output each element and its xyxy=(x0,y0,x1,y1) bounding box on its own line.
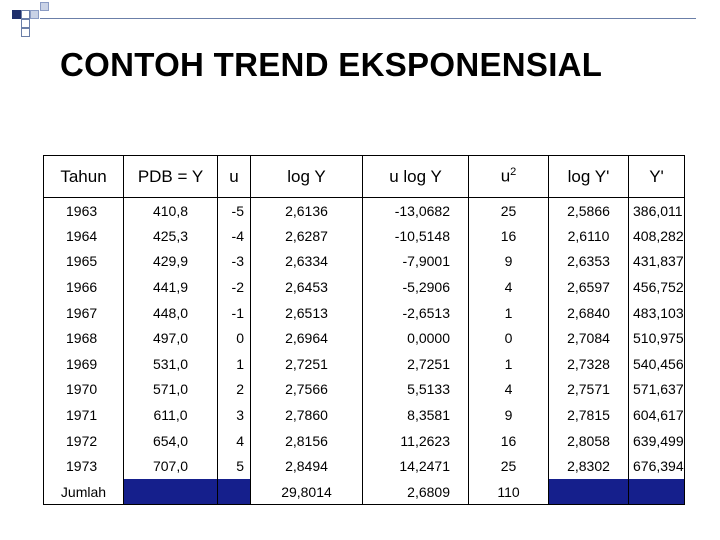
cell-u-squared: 4 xyxy=(469,274,549,300)
cell-total-u-log-y: 2,6809 xyxy=(363,479,469,505)
cell-u-squared: 25 xyxy=(469,453,549,479)
cell-u: 1 xyxy=(218,351,251,377)
header-u-log-y: u log Y xyxy=(363,156,469,198)
corner-square-light-2 xyxy=(40,2,49,11)
cell-log-y-prime: 2,7328 xyxy=(549,351,629,377)
cell-log-y: 2,8494 xyxy=(251,453,363,479)
cell-y-prime: 386,011 xyxy=(629,198,685,224)
cell-log-y: 2,6453 xyxy=(251,274,363,300)
table-row xyxy=(44,198,685,224)
cell-u-log-y: 0,0000 xyxy=(363,325,469,351)
cell-log-y-prime: 2,7815 xyxy=(549,402,629,428)
corner-square-outline-2 xyxy=(21,19,30,28)
table-row xyxy=(44,377,685,403)
cell-u-log-y: -2,6513 xyxy=(363,300,469,326)
cell-u-squared: 16 xyxy=(469,223,549,249)
cell-y-prime: 540,456 xyxy=(629,351,685,377)
cell-u-log-y: -7,9001 xyxy=(363,249,469,275)
cell-u-log-y: -5,2906 xyxy=(363,274,469,300)
cell-tahun: 1971 xyxy=(44,402,124,428)
cell-u: -5 xyxy=(218,198,251,224)
cell-tahun: 1963 xyxy=(44,198,124,224)
cell-u: -1 xyxy=(218,300,251,326)
cell-u: 5 xyxy=(218,453,251,479)
cell-u: 0 xyxy=(218,325,251,351)
cell-tahun: 1972 xyxy=(44,428,124,454)
cell-log-y-prime: 2,7084 xyxy=(549,325,629,351)
cell-total-u-filled xyxy=(218,479,251,505)
cell-pdb: 497,0 xyxy=(124,325,218,351)
cell-u-log-y: 8,3581 xyxy=(363,402,469,428)
header-u-squared-base: u xyxy=(500,166,511,186)
cell-pdb: 571,0 xyxy=(124,377,218,403)
cell-tahun: 1969 xyxy=(44,351,124,377)
cell-y-prime: 571,637 xyxy=(629,377,685,403)
header-log-y-prime: log Y' xyxy=(549,156,629,198)
header-u-squared xyxy=(469,156,549,198)
cell-log-y-prime: 2,5866 xyxy=(549,198,629,224)
cell-tahun: 1965 xyxy=(44,249,124,275)
cell-log-y: 2,6964 xyxy=(251,325,363,351)
table-row xyxy=(44,249,685,275)
cell-pdb: 429,9 xyxy=(124,249,218,275)
cell-pdb: 531,0 xyxy=(124,351,218,377)
cell-pdb: 611,0 xyxy=(124,402,218,428)
table-row xyxy=(44,453,685,479)
cell-log-y-prime: 2,8058 xyxy=(549,428,629,454)
cell-log-y-prime: 2,7571 xyxy=(549,377,629,403)
cell-u-log-y: -10,5148 xyxy=(363,223,469,249)
cell-y-prime: 676,394 xyxy=(629,453,685,479)
cell-total-pdb-filled xyxy=(124,479,218,505)
header-y-prime: Y' xyxy=(629,156,685,198)
corner-square-dark xyxy=(12,10,21,19)
cell-u: -4 xyxy=(218,223,251,249)
cell-y-prime: 456,752 xyxy=(629,274,685,300)
cell-u-log-y: 5,5133 xyxy=(363,377,469,403)
cell-u-log-y: 14,2471 xyxy=(363,453,469,479)
header-u: u xyxy=(218,156,251,198)
cell-u: 2 xyxy=(218,377,251,403)
cell-log-y: 2,7860 xyxy=(251,402,363,428)
cell-u-squared: 9 xyxy=(469,249,549,275)
table-row xyxy=(44,428,685,454)
header-pdb: PDB = Y xyxy=(124,156,218,198)
cell-u-squared: 4 xyxy=(469,377,549,403)
cell-total-y-prime-filled xyxy=(629,479,685,505)
table-row xyxy=(44,274,685,300)
cell-u-squared: 1 xyxy=(469,300,549,326)
cell-u-log-y: 11,2623 xyxy=(363,428,469,454)
cell-tahun: 1968 xyxy=(44,325,124,351)
corner-square-light xyxy=(30,10,39,19)
header-u-squared-exponent: 2 xyxy=(510,166,517,179)
cell-log-y-prime: 2,6840 xyxy=(549,300,629,326)
cell-y-prime: 408,282 xyxy=(629,223,685,249)
cell-log-y-prime: 2,6353 xyxy=(549,249,629,275)
cell-total-label: Jumlah xyxy=(44,479,124,505)
cell-y-prime: 431,837 xyxy=(629,249,685,275)
cell-pdb: 425,3 xyxy=(124,223,218,249)
cell-log-y: 2,6513 xyxy=(251,300,363,326)
cell-u: 4 xyxy=(218,428,251,454)
cell-y-prime: 483,103 xyxy=(629,300,685,326)
trend-table xyxy=(43,155,685,505)
cell-log-y-prime: 2,6597 xyxy=(549,274,629,300)
slide-title: CONTOH TREND EKSPONENSIAL xyxy=(60,46,603,83)
table-total-row xyxy=(44,479,685,505)
cell-log-y: 2,8156 xyxy=(251,428,363,454)
cell-u-log-y: -13,0682 xyxy=(363,198,469,224)
cell-u-squared: 0 xyxy=(469,325,549,351)
cell-pdb: 707,0 xyxy=(124,453,218,479)
cell-u-log-y: 2,7251 xyxy=(363,351,469,377)
cell-tahun: 1966 xyxy=(44,274,124,300)
corner-square-outline xyxy=(21,10,30,19)
cell-log-y: 2,6334 xyxy=(251,249,363,275)
cell-total-log-y: 29,8014 xyxy=(251,479,363,505)
cell-tahun: 1973 xyxy=(44,453,124,479)
cell-u: -2 xyxy=(218,274,251,300)
top-divider-line xyxy=(40,18,696,19)
table-row xyxy=(44,351,685,377)
header-log-y: log Y xyxy=(251,156,363,198)
cell-u-squared: 1 xyxy=(469,351,549,377)
cell-pdb: 441,9 xyxy=(124,274,218,300)
cell-total-u-squared: 110 xyxy=(469,479,549,505)
cell-tahun: 1967 xyxy=(44,300,124,326)
cell-log-y: 2,7566 xyxy=(251,377,363,403)
cell-u-squared: 25 xyxy=(469,198,549,224)
cell-u-squared: 16 xyxy=(469,428,549,454)
cell-log-y: 2,7251 xyxy=(251,351,363,377)
cell-u: 3 xyxy=(218,402,251,428)
cell-log-y-prime: 2,8302 xyxy=(549,453,629,479)
cell-u-squared: 9 xyxy=(469,402,549,428)
cell-tahun: 1970 xyxy=(44,377,124,403)
cell-u: -3 xyxy=(218,249,251,275)
cell-log-y: 2,6136 xyxy=(251,198,363,224)
table-row xyxy=(44,300,685,326)
cell-total-log-y-prime-filled xyxy=(549,479,629,505)
cell-y-prime: 510,975 xyxy=(629,325,685,351)
corner-square-outline-3 xyxy=(21,28,30,37)
table-header-row xyxy=(44,156,685,198)
cell-pdb: 448,0 xyxy=(124,300,218,326)
cell-pdb: 410,8 xyxy=(124,198,218,224)
cell-y-prime: 604,617 xyxy=(629,402,685,428)
cell-log-y: 2,6287 xyxy=(251,223,363,249)
table-row xyxy=(44,402,685,428)
cell-pdb: 654,0 xyxy=(124,428,218,454)
table-row xyxy=(44,223,685,249)
cell-log-y-prime: 2,6110 xyxy=(549,223,629,249)
cell-tahun: 1964 xyxy=(44,223,124,249)
table-row xyxy=(44,325,685,351)
header-tahun: Tahun xyxy=(44,156,124,198)
cell-y-prime: 639,499 xyxy=(629,428,685,454)
